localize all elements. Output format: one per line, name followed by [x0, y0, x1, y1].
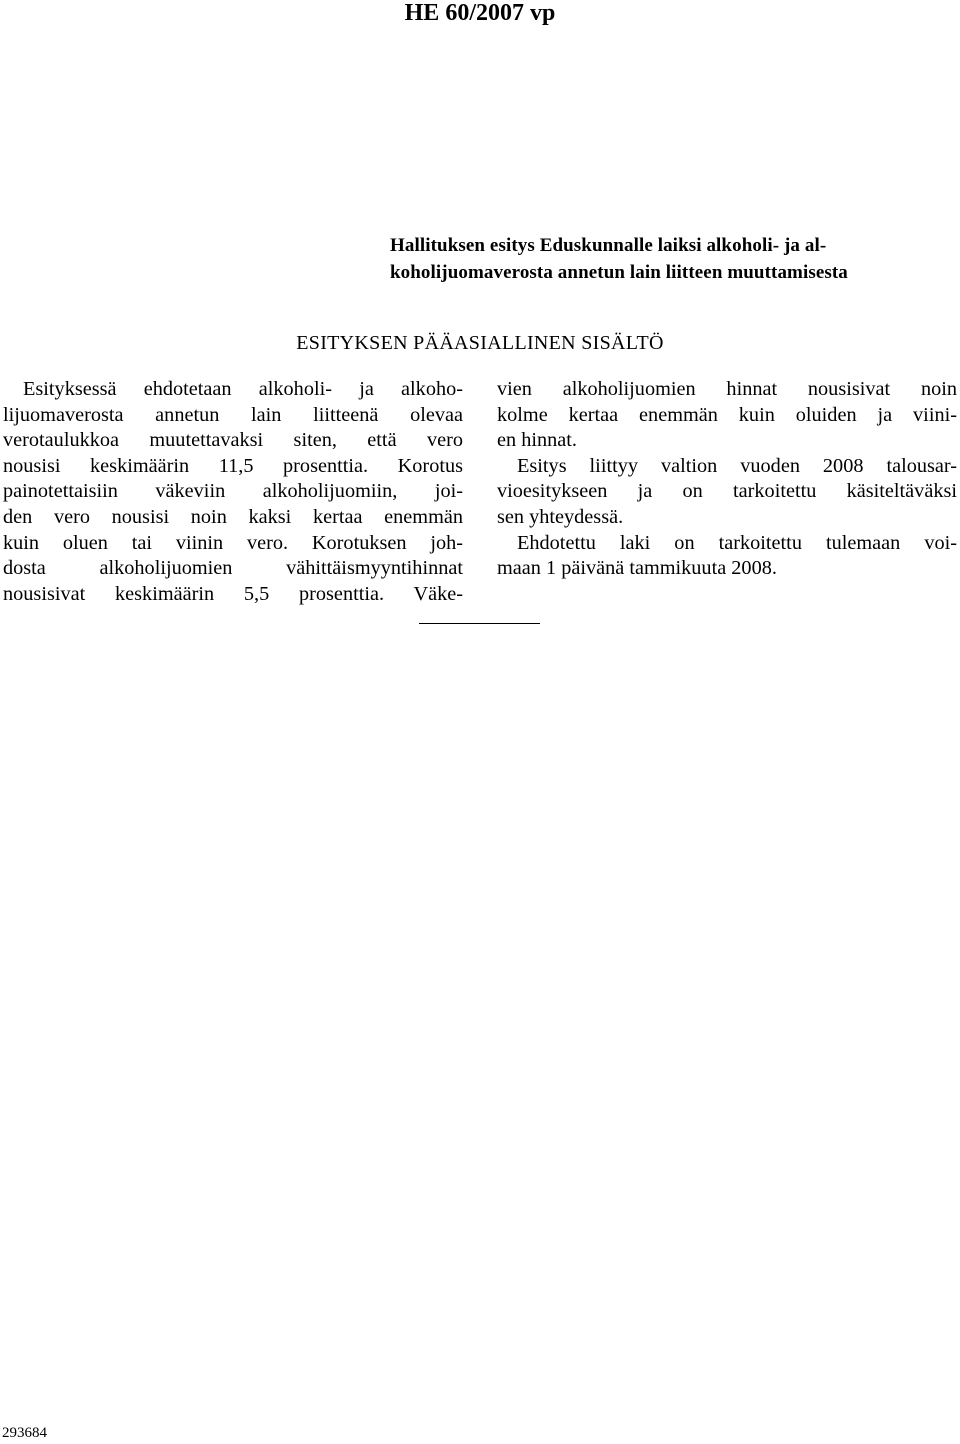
body-line: kuin oluen tai viinin vero. Korotuksen joh- [3, 531, 463, 554]
section-heading: ESITYKSEN PÄÄASIALLINEN SISÄLTÖ [296, 332, 664, 354]
title-line: koholijuomaverosta annetun lain liitteen muuttamisesta [390, 262, 848, 283]
body-right-column [497, 377, 957, 582]
body-line: nousisi keskimäärin 11,5 prosenttia. Korotus [3, 454, 463, 477]
body-line: den vero nousisi noin kaksi kertaa enemmän [3, 505, 463, 528]
body-left-column [3, 377, 463, 607]
body-line: verotaulukkoa muutettavaksi siten, että vero [3, 429, 463, 452]
body-line: nousisivat keskimäärin 5,5 prosenttia. Väke- [3, 582, 463, 605]
document-id: HE 60/2007 vp [404, 0, 556, 26]
proposal-title [390, 232, 960, 286]
body-line: vioesitykseen ja on tarkoitettu käsiteltäväksi [497, 480, 957, 503]
body-line: vien alkoholijuomien hinnat nousisivat noin [497, 378, 957, 400]
body-line: Esitys liittyy valtion vuoden 2008 talousar- [517, 454, 957, 477]
body-line: kolme kertaa enemmän kuin oluiden ja viini- [497, 403, 957, 426]
body-line: sen yhteydessä. [497, 505, 624, 528]
title-line: Hallituksen esitys Eduskunnalle laiksi alkoholi- ja al- [390, 235, 827, 256]
end-rule-divider [419, 623, 540, 624]
body-line: lijuomaverosta annetun lain liitteenä olevaa [3, 403, 463, 426]
body-line: en hinnat. [497, 429, 577, 452]
body-line: painotettaisiin väkeviin alkoholijuomiin, joi- [3, 480, 463, 503]
page-code: 293684 [2, 1425, 47, 1441]
body-line: maan 1 päivänä tammikuuta 2008. [497, 557, 777, 580]
body-line: dosta alkoholijuomien vähittäismyyntihinnat [3, 557, 463, 580]
body-line: Ehdotettu laki on tarkoitettu tulemaan voi- [517, 531, 957, 554]
body-line: Esityksessä ehdotetaan alkoholi- ja alkoho- [23, 378, 463, 400]
